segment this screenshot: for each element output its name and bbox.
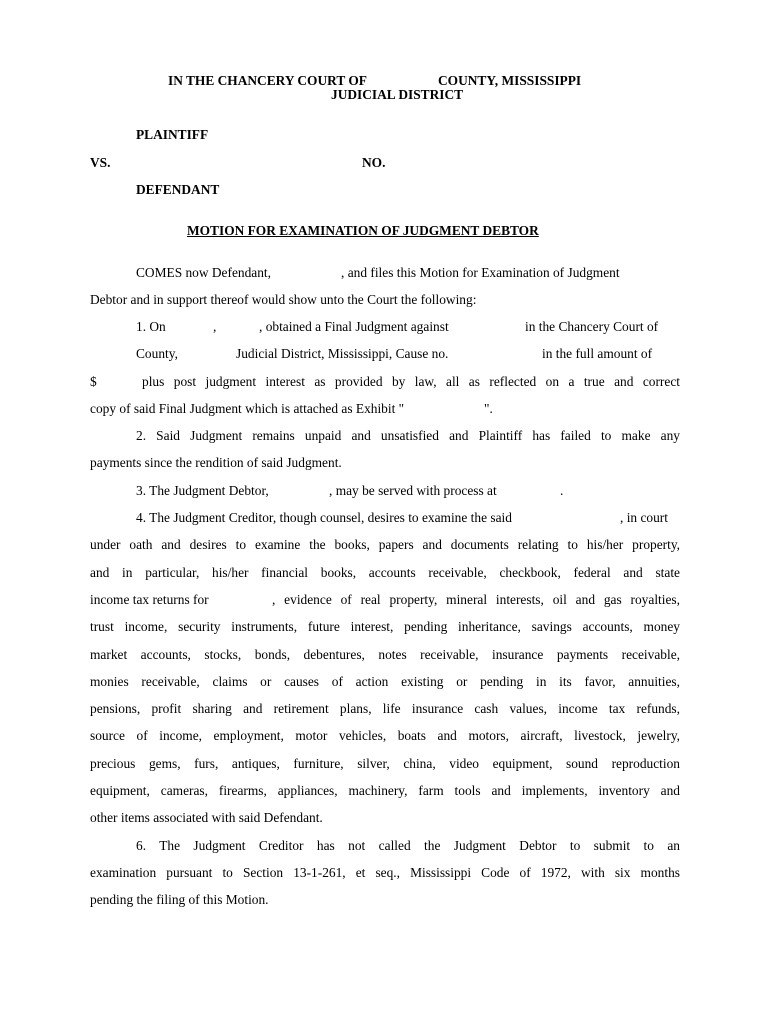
court-line-right: COUNTY, MISSISSIPPI: [438, 73, 582, 88]
paragraph-6-text: examination pursuant to Section 13-1-261, et seq., Mississippi Code of 1972, with six months: [90, 865, 680, 880]
intro-text: Debtor and in support thereof would show unto the Court the following:: [90, 292, 477, 307]
paragraph-4-text: pensions, profit sharing and retirement plans, life insurance cash values, income tax refunds,: [90, 701, 680, 716]
paragraph-4-text: market accounts, stocks, bonds, debentures, notes receivable, insurance payments receivable,: [90, 647, 680, 662]
district-line: JUDICIAL DISTRICT: [331, 87, 464, 102]
paragraph-4-text: source of income, employment, motor vehicles, boats and motors, aircraft, livestock, jewelry,: [90, 728, 680, 743]
paragraph-2-text: 2. Said Judgment remains unpaid and unsatisfied and Plaintiff has failed to make any: [136, 428, 680, 443]
paragraph-3-text: .: [560, 483, 564, 498]
intro-text: COMES now Defendant,: [136, 265, 272, 280]
paragraph-4-text: income tax returns for: [90, 592, 209, 607]
paragraph-4-text: and in particular, his/her financial books, accounts receivable, checkbook, federal and state: [90, 565, 680, 580]
paragraph-3-text: 3. The Judgment Debtor,: [136, 483, 269, 498]
intro-text: , and files this Motion for Examination of Judgment: [341, 265, 620, 280]
paragraph-4-text: under oath and desires to examine the books, papers and documents relating to his/her property,: [90, 537, 680, 552]
paragraph-1-text: 1. On: [136, 319, 166, 334]
paragraph-1-text: plus post judgment interest as provided by law, all as reflected on a true and correct: [142, 374, 680, 389]
paragraph-4-text: , evidence of real property, mineral interests, oil and gas royalties,: [272, 592, 680, 607]
paragraph-4-text: , in court: [620, 510, 668, 525]
paragraph-1-text: , obtained a Final Judgment against: [259, 319, 449, 334]
paragraph-1-text: $: [90, 374, 97, 389]
paragraph-1-text: ".: [484, 401, 493, 416]
paragraph-4-text: 4. The Judgment Creditor, though counsel, desires to examine the said: [136, 510, 512, 525]
paragraph-4-text: precious gems, furs, antiques, furniture, silver, china, video equipment, sound reproduction: [90, 756, 680, 771]
paragraph-1-text: Judicial District, Mississippi, Cause no.: [236, 346, 449, 361]
paragraph-2-text: payments since the rendition of said Judgment.: [90, 455, 342, 470]
plaintiff-label: PLAINTIFF: [136, 127, 209, 142]
paragraph-4-text: monies receivable, claims or causes of action existing or pending in its favor, annuities,: [90, 674, 680, 689]
paragraph-4-text: other items associated with said Defendant.: [90, 810, 323, 825]
motion-title: MOTION FOR EXAMINATION OF JUDGMENT DEBTOR: [187, 223, 539, 238]
paragraph-6-text: pending the filing of this Motion.: [90, 892, 269, 907]
vs-label: VS.: [90, 155, 111, 170]
paragraph-1-text: County,: [136, 346, 178, 361]
paragraph-3-text: , may be served with process at: [329, 483, 497, 498]
paragraph-1-text: in the Chancery Court of: [525, 319, 659, 334]
paragraph-1-text: ,: [213, 319, 217, 334]
court-line-left: IN THE CHANCERY COURT OF: [168, 73, 367, 88]
paragraph-4-text: equipment, cameras, firearms, appliances, machinery, farm tools and implements, inventory and: [90, 783, 680, 798]
defendant-label: DEFENDANT: [136, 182, 220, 197]
paragraph-4-text: trust income, security instruments, future interest, pending inheritance, savings accounts, money: [90, 619, 680, 634]
paragraph-6-text: 6. The Judgment Creditor has not called the Judgment Debtor to submit to an: [136, 838, 680, 853]
paragraph-1-text: copy of said Final Judgment which is attached as Exhibit ": [90, 401, 405, 416]
case-no-label: NO.: [362, 155, 386, 170]
paragraph-1-text: in the full amount of: [542, 346, 653, 361]
